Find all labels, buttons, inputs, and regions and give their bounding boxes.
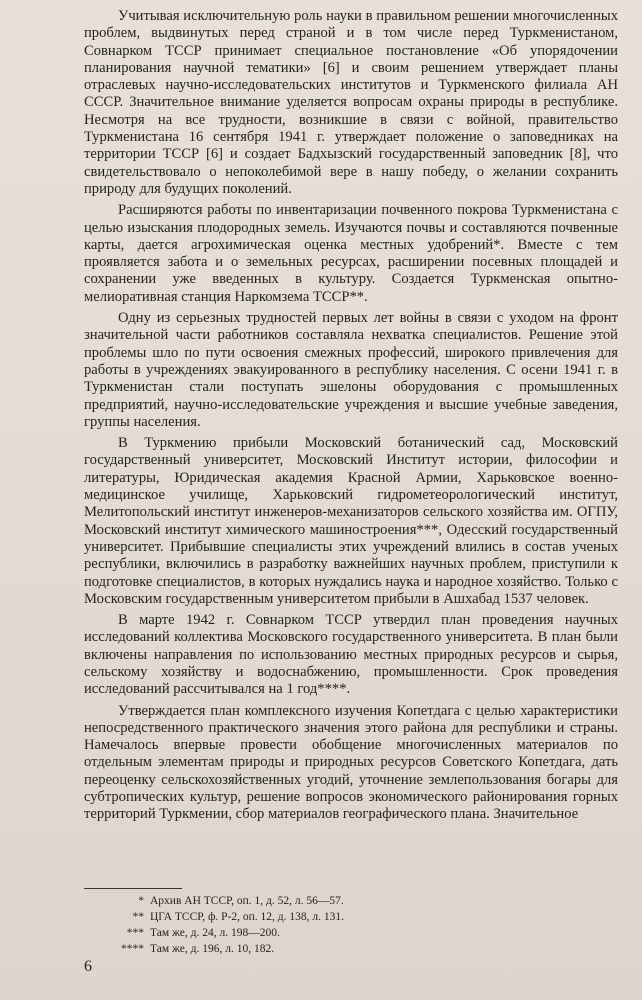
footnote-mark: * (138, 895, 144, 907)
paragraph-kopetdag-study: Утверждается план комплексного изучения Копетдага с целью характеристики непосредственного практического значения этого района для республики и страны. Намечалось впервые провести обобщение многочисленных материалов по отдельным элементам природы и природных ресурсов Советского Копетдага, дать переоценку сельскохозяйственных угодий, уточнение землепользования богары для субтропических культур, решение вопросов экономического районирования горных территорий Туркмении, сбор материалов географического плана. Значительное (84, 702, 618, 823)
paragraph-msu-research-plan: В марте 1942 г. Совнарком ТССР утвердил план проведения научных исследований коллектива Московского государственного университета. В план были включены направления по использованию местных природных ресурсов и сырья, сельскому хозяйству и водоснабжению, промышленности. Срок проведения исследований рассчитывался на 1 год****. (84, 612, 618, 698)
footnote-text: ЦГА ТССР, ф. Р-2, оп. 12, д. 138, л. 131. (150, 911, 345, 923)
paragraph-specialists-shortage: Одну из серьезных трудностей первых лет войны в связи с уходом на фронт значительной части работников составляла нехватка специалистов. Решение этой проблемы шло по пути освоения смежных профессий, широкого привлечения для работы в учреждениях эвакуированного в республику населения. С осени 1941 г. в Туркменистан стали поступать эшелоны оборудования с промышленных предприятий, научно-исследовательские учреждения и высшие учебные заведения, группы населения. (84, 310, 618, 430)
page-number: 6 (84, 958, 92, 975)
footnote-divider (84, 888, 182, 889)
footnote-text: Архив АН ТССР, оп. 1, д. 52, л. 56—57. (150, 895, 344, 907)
footnote-mark: **** (121, 943, 144, 955)
paragraph-evacuated-institutions: В Туркмению прибыли Московский ботанический сад, Московский государственный университет, Московский Институт истории, философии и литературы, Юридическая академия Красной Армии, Харьковское военно-медицинское училище, Харьковский гидрометеорологический институт, Мелитопольский институт инженеров-механизаторов сельского хозяйства им. ОГПУ, Московский институт химического машиностроения***, Одесский государственный университет. Прибывшие специалисты этих учреждений влились в состав ученых республики, включились в разработку важнейших научных проблем, приступили к подготовке специалистов, в которых нуждались наука и народное хозяйство. Только с Московским государственным университетом прибыли в Ашхабад 1537 человек. (84, 435, 618, 607)
footnote-item (100, 925, 520, 941)
paragraph-soil-inventory: Расширяются работы по инвентаризации почвенного покрова Туркменистана с целью изыскания плодородных земель. Изучаются почвы и составляются почвенные карты, дается агрохимическая оценка местных удобрений*. Вместе с тем проявляется забота и о земельных ресурсах, расширении посевных площадей и сохранении уже введенных в культуру. Создается Туркменская опытно-мелиоративная станция Наркомзема ТССР**. (84, 202, 618, 305)
body-text (84, 8, 618, 828)
footnote-text: Там же, д. 196, л. 10, 182. (150, 943, 275, 955)
footnote-item (100, 941, 520, 957)
footnote-mark: ** (132, 911, 144, 923)
footnote-item (100, 893, 520, 909)
paragraph-science-role: Учитывая исключительную роль науки в правильном решении многочисленных проблем, выдвинутых перед страной и в том числе перед Туркменистаном, Совнарком ТССР принимает специальное постановление «Об упорядочении планирования научной тематики» [6] и своим решением утверждает планы отраслевых научно-исследовательских институтов и Туркменского филиала АН СССР. Значительное внимание уделяется вопросам охраны природы в республике. Несмотря на все трудности, возникшие в связи с войной, правительство Туркменистана 16 сентября 1941 г. утверждает положение о заповедниках на территории ТССР [6] и создает Бадхызский государственный заповедник [8], что свидетельствовало о непоколебимой вере в нашу победу, о желании сохранить природу для будущих поколений. (84, 8, 618, 197)
footnotes (100, 893, 520, 957)
footnote-mark: *** (126, 927, 144, 939)
footnote-text: Там же, д. 24, л. 198—200. (150, 927, 280, 939)
footnote-item (100, 909, 520, 925)
